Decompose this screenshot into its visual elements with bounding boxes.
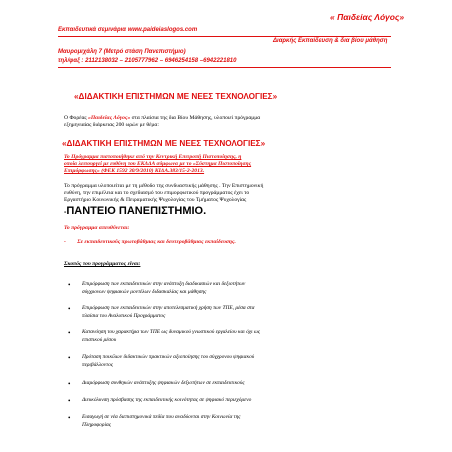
audience-text: Σε εκπαιδευτικούς πρωτοβάθμιας και δευτεροβάθμιας εκπαίδευσης. — [77, 239, 236, 245]
goal-item — [82, 413, 370, 429]
goal-item — [82, 379, 370, 387]
header-subtitle: Διαρκής Εκπαίδευση & δια βίου μάθηση — [273, 38, 388, 44]
header-rule-top — [58, 36, 391, 37]
goal-text: Κατανόηση του χαρακτήρα των ΤΠΕ ως δυναμικού γνωστικού εργαλείου και όχι ως — [82, 329, 260, 335]
course-title: «ΔΙΔΑΚΤΙΚΗ ΕΠΙΣΤΗΜΩΝ ΜΕ ΝΕΕΣ ΤΕΧΝΟΛΟΓΙΕΣ» — [62, 139, 266, 148]
cert-line2: οποία λειτουργεί με ευθύνη του ΕΚΔΔΑ σύμφωνα με το «Σύστημα Πιστοποίησης — [64, 161, 252, 167]
goal-bullet: • — [68, 281, 71, 289]
method-line3: Εργαστήριο Κοινωνικής & Πειραματικής Ψυχολογίας του Τμήματος Ψυχολογίας — [64, 197, 247, 203]
cert-line3b: ΚΙΔΑ.383/15-2-2013. — [153, 168, 205, 174]
goal-item — [82, 280, 370, 296]
brand-title: « Παιδείας Λόγος» — [330, 12, 405, 22]
goal-bullet: • — [68, 380, 71, 388]
panteio-university — [64, 205, 206, 217]
method-paragraph — [64, 183, 263, 204]
intro-post: στα πλαίσια της δια Βίου Μάθησης, υλοποιεί πρόγραμμα — [130, 115, 261, 121]
method-line2: ευθύνη, την επιμέλεια και το σχεδιασμό του επιμορφωτικού προγράμματος έχει το — [64, 190, 250, 196]
goal-bullet: • — [68, 397, 71, 405]
goal-text: Πρόταση ποικίλων διδακτικών πρακτικών αξιοποίησης του σύγχρονου ψηφιακού — [82, 354, 255, 360]
goal-text: Επιμόρφωση των εκπαιδευτικών στην ανάπτυξη διαδικασιών και δεξιοτήτων — [82, 281, 246, 287]
cert-line1: Το Πρόγραμμα πιστοποιήθηκε από την Κεντρική Επιτροπή Πιστοποίησης, η — [64, 154, 242, 160]
intro-paragraph — [64, 115, 260, 129]
certification-text — [64, 154, 251, 175]
intro-line2: εξημηνιαίας διάρκειας 200 ωρών με θέμα: — [64, 122, 159, 128]
goal-item — [82, 328, 370, 344]
header-org-line: Εκπαιδευτικά σεμινάρια www.paideiaslogos.com — [58, 27, 198, 33]
goal-text: πλαίσια του Αναλυτικού Προγράμματος — [82, 313, 166, 319]
intro-brand: «Παιδείας Λόγος» — [88, 115, 131, 121]
goal-text: Εισαγωγή σε νέα διεπιστημονικά πεδία που αναδύονται στην Κοινωνία της — [82, 414, 241, 420]
audience-item — [64, 239, 236, 246]
goal-item — [82, 304, 370, 320]
page-title: «ΔΙΔΑΚΤΙΚΗ ΕΠΙΣΤΗΜΩΝ ΜΕ ΝΕΕΣ ΤΕΧΝΟΛΟΓΙΕΣ» — [74, 92, 278, 101]
goal-bullet: • — [68, 354, 71, 362]
goal-text: σύγχρονων ψηφιακών μοντέλων διδασκαλίας και μάθησης — [82, 289, 207, 295]
header-address: Μαυρομιχάλη 7 (Μετρό στάση Πανεπιστήμιο) — [58, 49, 186, 55]
method-line1: Το πρόγραμμα υλοποιείται με τη μέθοδο της συνδυαστικής μάθησης . Την Επιστημονική — [64, 183, 264, 189]
goal-text: επιστικού μέσου — [82, 337, 117, 343]
goal-text: Διευκόλυνση πρόσβασης της εκπαιδευτικής κοινότητας σε ψηφιακό περιεχόμενο — [82, 397, 252, 403]
goal-bullet: • — [68, 305, 71, 313]
audience-dash: - — [64, 239, 66, 245]
goal-item — [82, 396, 370, 404]
panteio-prefix: - — [64, 209, 67, 216]
cert-line3a: Επιμόρφωσης» (ΦΕΚ 1592 30/9/2010) — [64, 168, 154, 174]
goals-heading: Σκοπός του προγράμματος είναι: — [64, 261, 141, 267]
audience-heading: Το πρόγραμμα απευθύνεται: — [64, 225, 130, 231]
intro-pre: Ο Φορέας — [64, 115, 89, 121]
header-phones: τηλ/φαξ : 2112138032 – 2105777962 – 6946254158 –6942221810 — [58, 58, 237, 64]
goal-item — [82, 353, 370, 369]
goal-text: Διαμόρφωση συνθηκών ανάπτυξης ψηφιακών δεξιοτήτων σε εκπαιδευτικούς — [82, 380, 245, 386]
goal-bullet: • — [68, 329, 71, 337]
header-rule-bottom — [58, 67, 391, 68]
goal-bullet: • — [68, 414, 71, 422]
panteio-name: ΠΑΝΤΕΙΟ ΠΑΝΕΠΙΣΤΗΜΙΟ. — [66, 205, 207, 217]
goal-text: Πληροφορίας — [82, 422, 111, 428]
goal-text: περιβάλλοντος — [82, 362, 113, 368]
goal-text: Επιμόρφωση των εκπαιδευτικών στην αποτελεσματική χρήση των ΤΠΕ, μέσα στα — [82, 305, 255, 311]
